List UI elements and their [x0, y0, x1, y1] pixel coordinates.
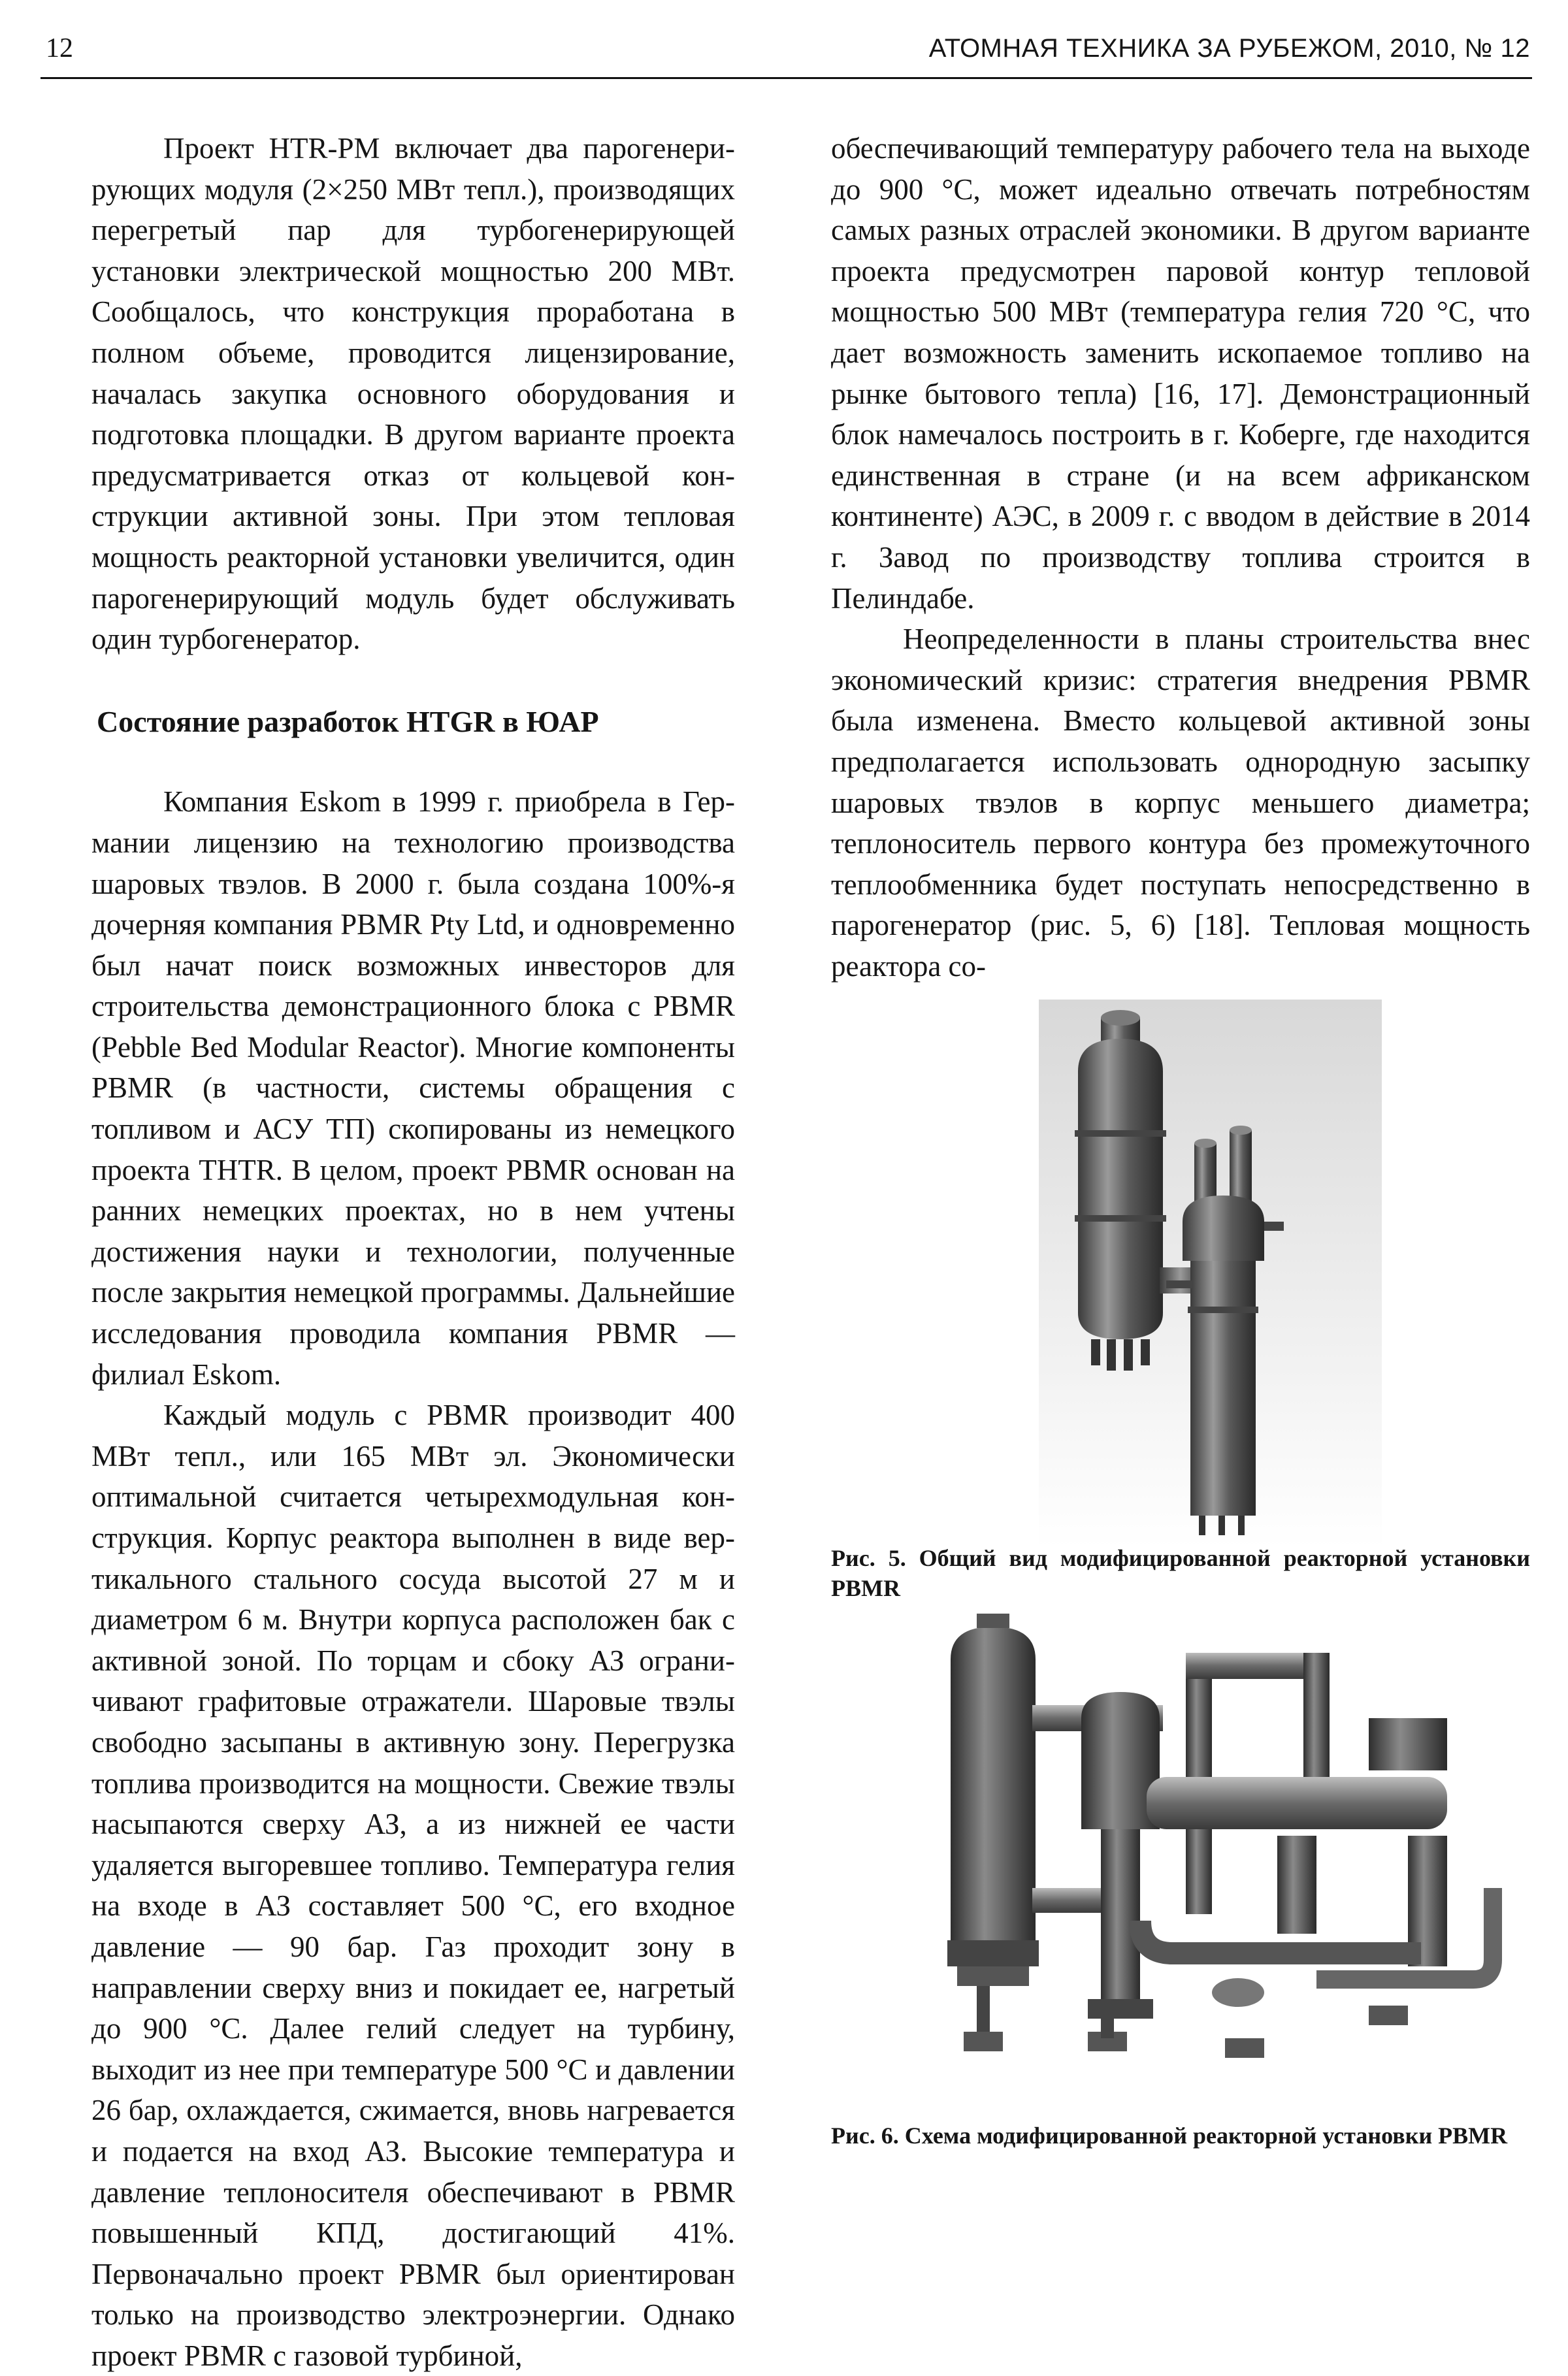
header-divider — [41, 77, 1532, 79]
section-heading: Состояние разработок HTGR в ЮАР — [97, 704, 599, 738]
paragraph: Проект HTR-PM включает два парогенерирующих модуля (2×250 МВт тепл.), производящих перегретый пар для турбогенерирующей установки электрической мощностью 200 МВт. Сообщалось, что конструкция проработана в полном объеме, проводится лицензирование, началась закупка основного оборудования и подготовка площадки. В другом варианте проекта предусматривается отказ от кольцевой конструкции активной зоны. При этом тепловая мощность реакторной установки увеличится, один парогенерирующий модуль будет обслуживать один турбогенератор. — [91, 132, 735, 656]
figure-6-image — [911, 1614, 1512, 2100]
page-number: 12 — [46, 33, 73, 63]
paragraph: обеспечивающий температуру рабочего тела на выходе до 900 °С, может идеально отвечать потребностям самых разных отраслей экономики. В другом варианте проекта предусмотрен паровой контур тепловой мощностью 500 МВт (температура гелия 720 °С, что дает возможность заменить ископаемое топливо на рынке бытового тепла) [16, 17]. Демонстрационный блок намечалось построить в г. Коберге, где находится единственная в стране (и на всем африканском континенте) АЭС, в 2009 г. с вводом в действие в 2014 г. Завод по производству топлива строится в Пелиндабе. — [831, 132, 1530, 615]
figure-5-image — [1039, 1000, 1382, 1548]
figure-5-caption: Рис. 5. Общий вид модифицированной реакторной установки PBMR — [831, 1545, 1530, 1601]
paragraph: Каждый модуль с PBMR производит 400 МВт тепл., или 165 МВт эл. Экономически оптимальной считается четырехмодульная конструкция. Корпус реактора выполнен в виде вертикального стального сосуда высотой 27 м и диаметром 6 м. Внутри корпуса расположен бак с активной зоной. По торцам и сбоку АЗ ограничивают графитовые отражатели. Шаровые твэлы свободно засыпаны в активную зону. Перегрузка топлива производится на мощности. Свежие твэлы насыпаются сверху АЗ, а из нижней ее части удаляется выгоревшее топливо. Температура гелия на входе в АЗ составляет 500 °С, его входное давление — 90 бар. Газ проходит зону в направлении сверху вниз и покидает ее, нагретый до 900 °С. Далее гелий следует на турбину, выходит из нее при температуре 500 °С и давлении 26 бар, охлаждается, сжимается, вновь нагревается и подается на вход АЗ. Высокие температура и давление теплоносителя обеспечивают в PBMR повышенный КПД, достигающий 41%. Первоначально проект PBMR был ориентирован только на производство электроэнергии. Однако проект PBMR с газовой турбиной, — [91, 1399, 735, 2372]
journal-title: АТОМНАЯ ТЕХНИКА ЗА РУБЕЖОМ, 2010, № 12 — [928, 34, 1530, 63]
paragraph: Неопределенности в планы строительства внес экономический кризис: стратегия внедрения PBMR была изменена. Вместо кольцевой активной зоны предполагается использовать однородную засыпку шаровых твэлов в корпус меньшего диаметра; теплоноситель первого контура без промежуточного теплообменника будет поступать непосредственно в парогенератор (рис. 5, 6) [18]. Тепловая мощность реактора со- — [831, 623, 1530, 983]
figure-6-caption: Рис. 6. Схема модифицированной реакторной установки PBMR — [831, 2123, 1508, 2149]
right-column — [831, 128, 1530, 986]
paragraph: Компания Eskom в 1999 г. приобрела в Германии лицензию на технологию производства шаровых твэлов. В 2000 г. была создана 100%-я дочерняя компания PBMR Pty Ltd, и одновременно был начат поиск возможных инвесторов для строительства демонстрационного блока с PBMR (Pebble Bed Modular Reactor). Многие компоненты PBMR (в частности, системы обращения с топливом и АСУ ТП) скопированы из немецкого проекта THTR. В целом, проект PBMR основан на ранних немецких проектах, но в нем учтены достижения науки и технологии, полученные после закрытия немецкой программы. Дальнейшие исследования проводила компания PBMR — филиал Eskom. — [91, 785, 735, 1391]
left-column — [91, 128, 735, 2376]
